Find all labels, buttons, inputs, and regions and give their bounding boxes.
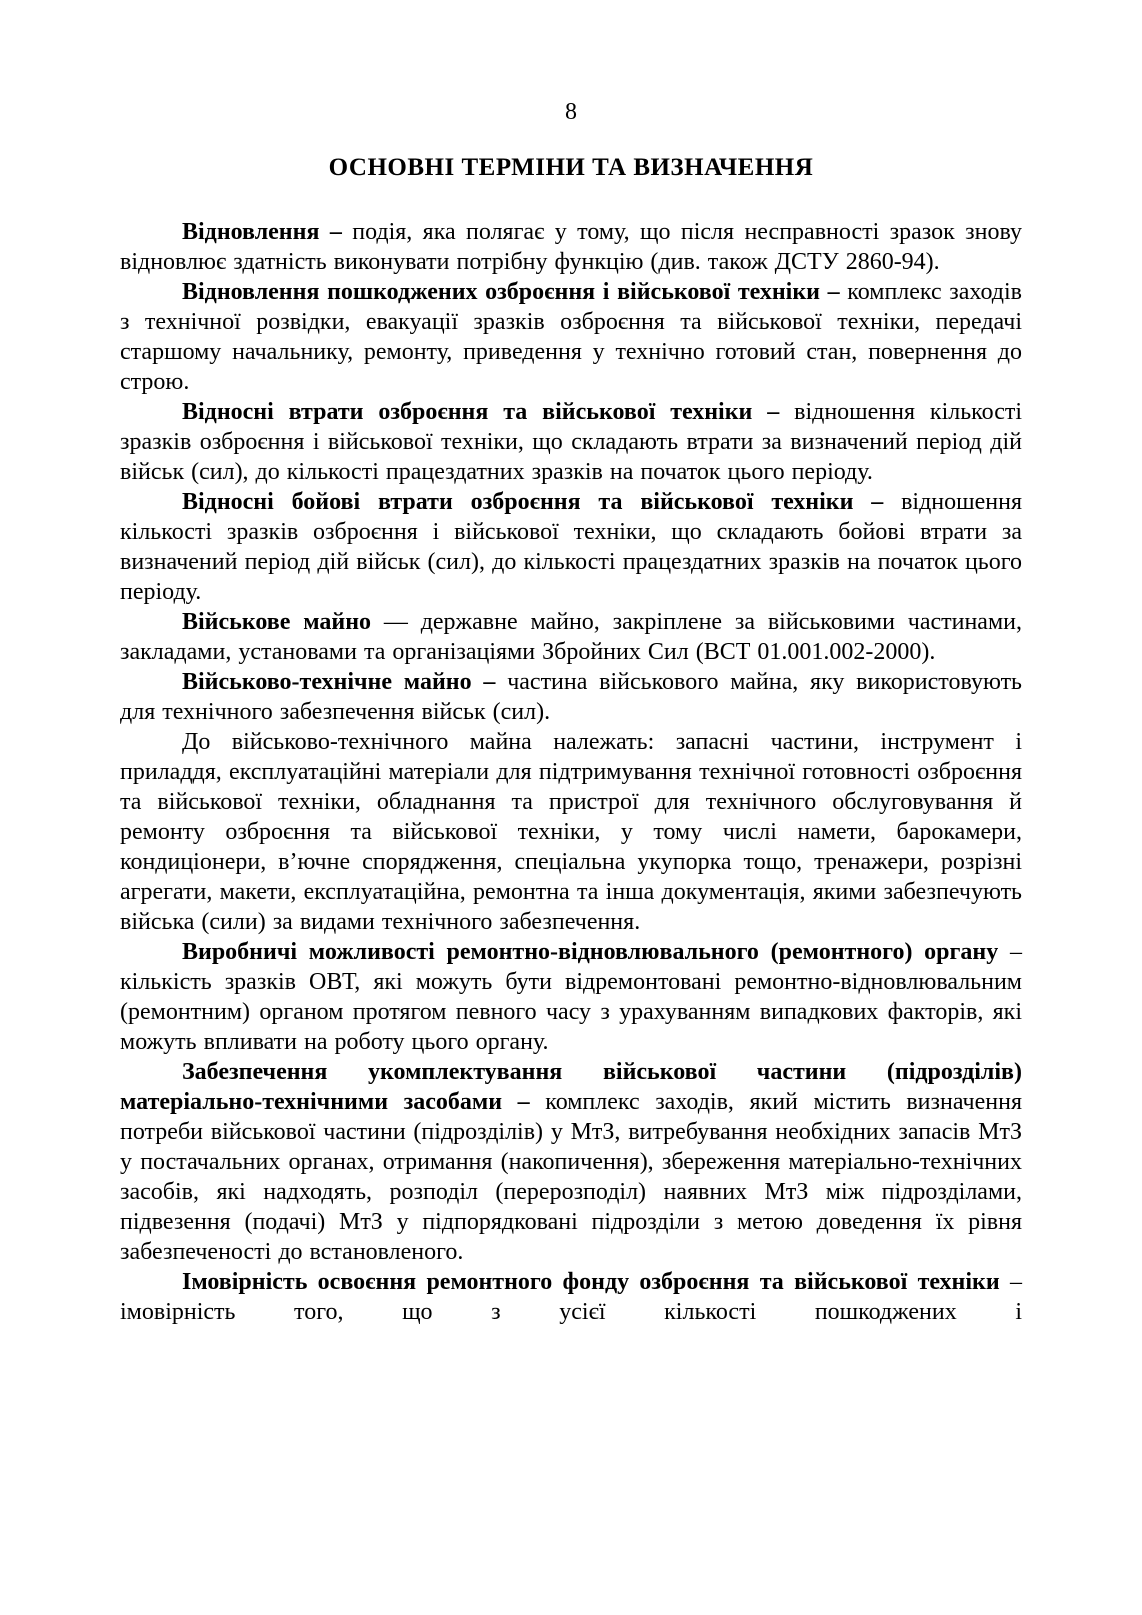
paragraph bbox=[120, 667, 1022, 727]
term-bold: Військово-технічне майно – bbox=[182, 669, 496, 695]
term-bold: Відносні бойові втрати озброєння та військової техніки – bbox=[182, 489, 884, 515]
paragraph bbox=[120, 607, 1022, 667]
definition-text: комплекс заходів з технічної розвідки, евакуації зразків озброєння та військової техніки, передачі старшому начальнику, ремонту, приведення у технічно готовий стан, повернення до строю. bbox=[120, 279, 1022, 395]
paragraph bbox=[120, 1267, 1022, 1327]
definition-text: комплекс заходів, який містить визначення потреби військової частини (підрозділів) у МтЗ, витребування необхідних запасів МтЗ у постачальних органах, отримання (накопичення), збереження матеріально-технічних засобів, які надходять, розподіл (перерозподіл) наявних МтЗ між підрозділами, підвезення (подачі) МтЗ у підпорядковані підрозділи з метою доведення їх рівня забезпеченості до встановленого. bbox=[120, 1089, 1022, 1265]
term-bold: Імовірність освоєння ремонтного фонду озброєння та військової техніки bbox=[182, 1269, 1000, 1295]
term-bold: Військове майно bbox=[182, 609, 372, 635]
page-number: 8 bbox=[565, 99, 577, 125]
definition-text: відношення кількості зразків озброєння і військової техніки, що складають бойові втрати за визначений період дій військ (сил), до кількості працездатних зразків на початок цього періоду. bbox=[120, 489, 1022, 605]
term-bold: Забезпечення укомплектування військової частини (підрозділів) матеріально-технічними засобами – bbox=[120, 1059, 1022, 1115]
definition-text: – імовірність того, що з усієї кількості пошкоджених і bbox=[120, 1269, 1023, 1325]
term-bold: Відновлення – bbox=[182, 219, 342, 245]
term-bold: Відновлення пошкоджених озброєння і військової техніки – bbox=[182, 279, 840, 305]
definition-text: — державне майно, закріплене за військовими частинами, закладами, установами та організаціями Збройних Сил (ВСТ 01.001.002-2000). bbox=[120, 609, 1022, 665]
definition-text: До військово-технічного майна належать: запасні частини, інструмент і приладдя, експлуатаційні матеріали для підтримування технічної готовності озброєння та військової техніки, обладнання та пристрої для технічного обслуговування й ремонту озброєння та військової техніки, у тому числі намети, барокамери, кондиціонери, в’ючне спорядження, спеціальна укупорка тощо, тренажери, розрізні агрегати, макети, експлуатаційна, ремонтна та інша документація, якими забезпечують війська (сили) за видами технічного забезпечення. bbox=[120, 729, 1022, 935]
section-title: ОСНОВНІ ТЕРМІНИ ТА ВИЗНАЧЕННЯ bbox=[328, 154, 814, 181]
definition-text: частина військового майна, яку використовують для технічного забезпечення військ (сил). bbox=[120, 669, 1023, 725]
paragraph bbox=[120, 277, 1022, 397]
term-bold: Відносні втрати озброєння та військової техніки – bbox=[182, 399, 780, 425]
paragraph bbox=[120, 487, 1022, 607]
paragraph bbox=[120, 217, 1022, 277]
definitions-list bbox=[120, 217, 1022, 1327]
definition-text: – кількість зразків ОВТ, які можуть бути відремонтовані ремонтно-відновлювальним (ремонтним) органом протягом певного часу з урахуванням випадкових факторів, які можуть впливати на роботу цього органу. bbox=[120, 939, 1023, 1055]
paragraph bbox=[120, 727, 1022, 937]
term-bold: Виробничі можливості ремонтно-відновлювального (ремонтного) органу bbox=[182, 939, 999, 965]
paragraph bbox=[120, 1057, 1022, 1267]
definition-text: подія, яка полягає у тому, що після несправності зразок знову відновлює здатність виконувати потрібну функцію (див. також ДСТУ 2860-94). bbox=[120, 219, 1023, 275]
paragraph bbox=[120, 397, 1022, 487]
definition-text: відношення кількості зразків озброєння і військової техніки, що складають втрати за визначений період дій військ (сил), до кількості працездатних зразків на початок цього періоду. bbox=[120, 399, 1022, 485]
paragraph bbox=[120, 937, 1022, 1057]
